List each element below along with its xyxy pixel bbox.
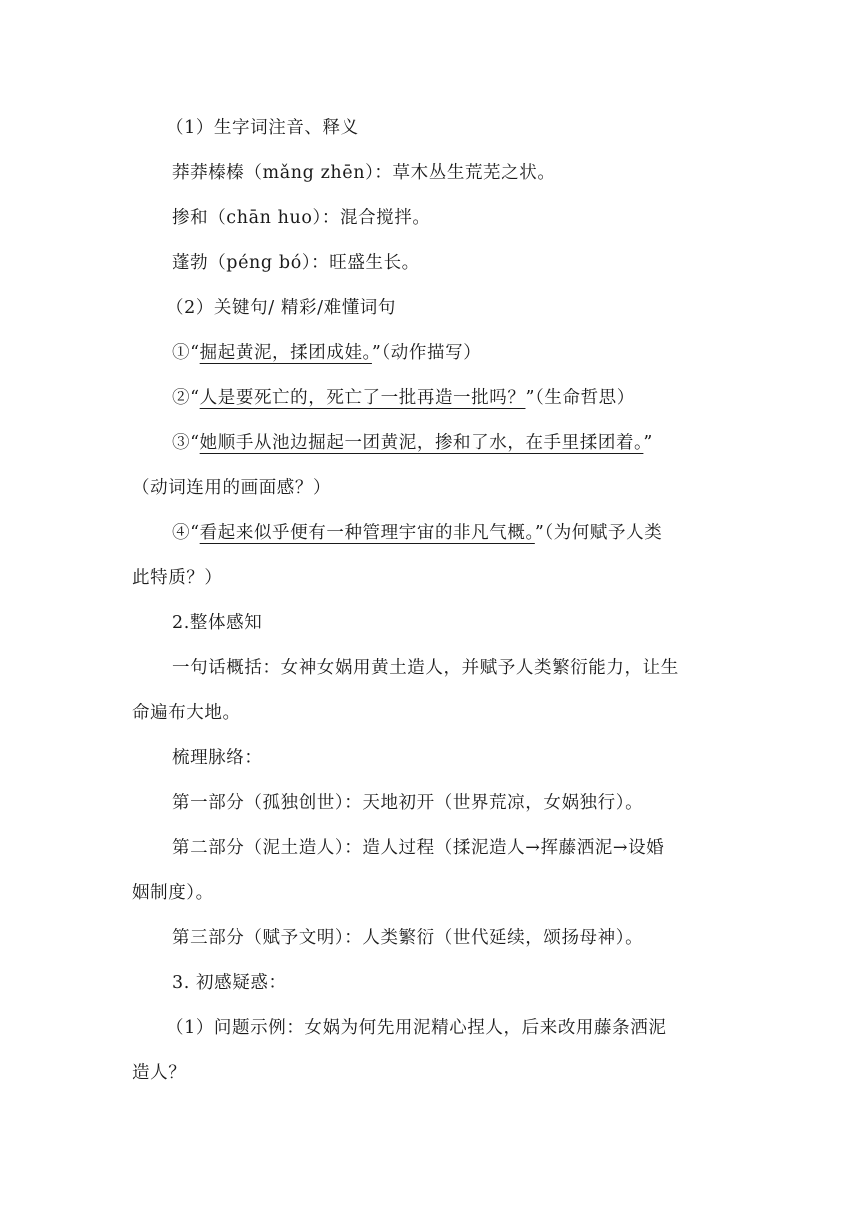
outline-item: 姻制度）。 bbox=[132, 883, 214, 903]
vocab-heading: （1）生字词注音、释义 bbox=[166, 118, 359, 138]
quote-item: ③“她顺手从池边掘起一团黄泥，掺和了水，在手里揉团着。” bbox=[172, 433, 653, 453]
outline-item: 第二部分（泥土造人）：造人过程（揉泥造人→挥藤洒泥→设婚 bbox=[172, 838, 665, 858]
paragraph-line: 命遍布大地。 bbox=[132, 703, 241, 723]
vocab-item: 蓬勃（péng bó）：旺盛生长。 bbox=[172, 253, 420, 273]
quote-text: 掘起黄泥，揉团成娃。 bbox=[199, 343, 372, 363]
paragraph-line: （1）问题示例：女娲为何先用泥精心捏人，后来改用藤条洒泥 bbox=[166, 1018, 667, 1038]
paragraph-line: 造人？ bbox=[132, 1063, 187, 1083]
quote-text: 她顺手从池边掘起一团黄泥，掺和了水，在手里揉团着。 bbox=[199, 433, 644, 453]
vocab-item: 莽莽榛榛（mǎng zhēn）：草木丛生荒芜之状。 bbox=[172, 163, 556, 183]
paragraph-line: 一句话概括：女神女娲用黄土造人，并赋予人类繁衍能力，让生 bbox=[172, 658, 679, 678]
outline-item: 第一部分（孤独创世）：天地初开（世界荒凉，女娲独行）。 bbox=[172, 793, 644, 813]
section-heading: 3. 初感疑惑： bbox=[172, 973, 287, 993]
section-heading: 2.整体感知 bbox=[172, 613, 263, 633]
quote-text: 人是要死亡的，死亡了一批再造一批吗？ bbox=[199, 388, 526, 408]
vocab-item: 掺和（chān huo）：混合搅拌。 bbox=[172, 208, 431, 228]
quote-item: ①“掘起黄泥，揉团成娃。”（动作描写） bbox=[172, 343, 482, 363]
quote-item: ④“看起来似乎便有一种管理宇宙的非凡气概。”（为何赋予人类 bbox=[172, 523, 663, 543]
quote-item: ②“人是要死亡的，死亡了一批再造一批吗？”（生命哲思） bbox=[172, 388, 635, 408]
key-sentences-heading: （2）关键句/ 精彩/难懂词句 bbox=[166, 298, 396, 318]
quote-text: 看起来似乎便有一种管理宇宙的非凡气概。 bbox=[199, 523, 535, 543]
outline-item: 第三部分（赋予文明）：人类繁衍（世代延续，颂扬母神）。 bbox=[172, 928, 644, 948]
quote-note: 此特质？） bbox=[132, 568, 223, 588]
outline-heading: 梳理脉络： bbox=[172, 748, 263, 768]
quote-note: （动词连用的画面感？） bbox=[132, 478, 332, 498]
